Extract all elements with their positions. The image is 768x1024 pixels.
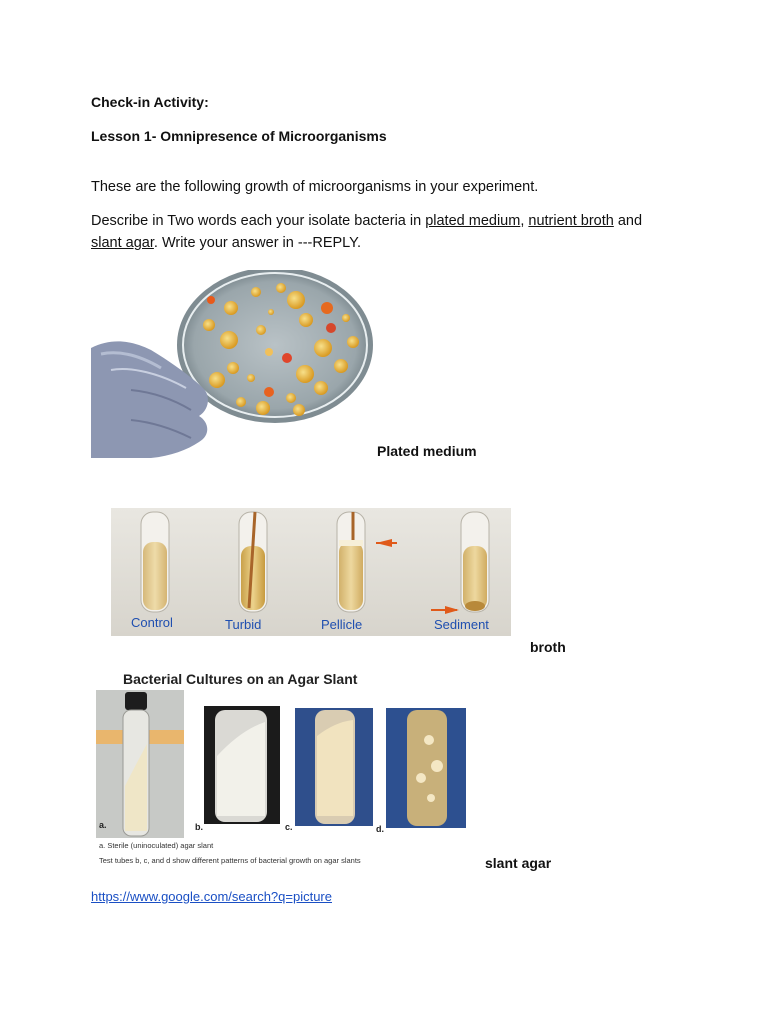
agar-slant-image <box>91 666 471 871</box>
broth-label-sediment: Sediment <box>434 617 489 632</box>
activity-title: Check-in Activity: <box>91 94 209 110</box>
slant-letter-d: d. <box>376 824 384 834</box>
petri-dish-image <box>91 270 381 458</box>
broth-tubes-image <box>91 490 521 638</box>
plated-medium-term: plated medium <box>425 213 521 229</box>
slant-note-1: a. Sterile (uninoculated) agar slant <box>99 841 214 850</box>
caption-broth: broth <box>530 639 566 655</box>
slant-agar-term: slant agar <box>91 235 154 251</box>
broth-label-pellicle: Pellicle <box>321 617 363 632</box>
caption-slant-agar: slant agar <box>485 855 552 871</box>
instructions-sep2: and <box>613 213 643 229</box>
slant-letter-b: b. <box>195 822 203 832</box>
caption-plated-medium: Plated medium <box>377 443 477 459</box>
slant-figure-title: Bacterial Cultures on an Agar Slant <box>123 671 358 687</box>
instructions-sep1: , <box>520 213 529 229</box>
instructions-pre: Describe in Two words each your isolate bacteria in <box>91 213 426 229</box>
source-link[interactable]: https://www.google.com/search?q=picture <box>91 889 332 904</box>
slant-letter-c: c. <box>285 822 293 832</box>
lesson-title: Lesson 1- Omnipresence of Microorganisms <box>91 128 387 144</box>
broth-label-turbid: Turbid <box>225 617 262 632</box>
slant-note-2: Test tubes b, c, and d show different patterns of bacterial growth on agar slants <box>99 856 361 865</box>
broth-label-control: Control <box>131 615 173 630</box>
instructions-post: . Write your answer in ---REPLY. <box>153 235 361 251</box>
nutrient-broth-term: nutrient broth <box>528 213 614 229</box>
intro-text: These are the following growth of microorganisms in your experiment. <box>91 179 539 195</box>
instructions-text <box>91 210 691 254</box>
slant-letter-a: a. <box>99 820 107 830</box>
